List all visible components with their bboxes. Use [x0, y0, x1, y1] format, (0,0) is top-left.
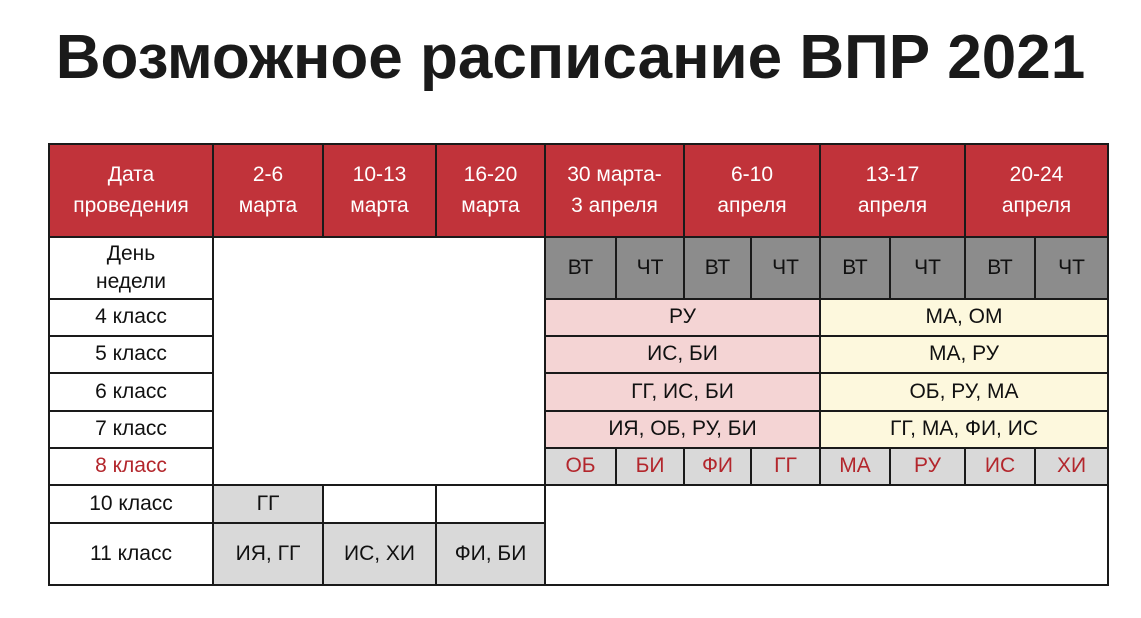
header-date-line-2: проведения: [73, 193, 189, 217]
first-half-subjects: РУ: [545, 299, 820, 336]
grade-label: 4 класс: [49, 299, 213, 336]
header-row: [49, 144, 1108, 237]
weekday-row: [49, 237, 1108, 299]
grade8-subject-cell: ИС: [965, 448, 1035, 485]
weekday-cell: ВТ: [965, 237, 1035, 299]
grade-label: 11 класс: [49, 523, 213, 585]
weekday-cell: ВТ: [545, 237, 616, 299]
weekday-cell: ЧТ: [1035, 237, 1108, 299]
grade-row: [49, 299, 1108, 336]
grade-row: [49, 373, 1108, 411]
header-period-7: [965, 144, 1108, 237]
empty-cell: [323, 485, 436, 523]
grade11-march-16-20: ФИ, БИ: [436, 523, 545, 585]
grade8-subject-cell: ГГ: [751, 448, 820, 485]
header-period-6: [820, 144, 965, 237]
period-4-line-2: 3 апреля: [571, 193, 658, 217]
grade-label: 8 класс: [49, 448, 213, 485]
grade-8-row: [49, 448, 1108, 485]
period-1-line-2: марта: [238, 193, 298, 217]
empty-cell: [436, 485, 545, 523]
period-5-line-2: апреля: [717, 193, 787, 217]
grade8-subject-cell: МА: [820, 448, 890, 485]
april-empty-area: [545, 485, 1035, 585]
second-half-subjects: ОБ, РУ, МА: [820, 373, 1108, 411]
weekday-cell: ЧТ: [890, 237, 965, 299]
period-5-line-1: 6-10: [730, 163, 774, 187]
grade8-subject-cell: БИ: [616, 448, 684, 485]
header-period-5: [684, 144, 820, 237]
weekday-cell: ЧТ: [616, 237, 684, 299]
period-4-line-1: 30 марта-: [567, 163, 662, 187]
second-half-subjects: МА, РУ: [820, 336, 1108, 373]
header-date-cell: [49, 144, 213, 237]
grade-label: 10 класс: [49, 485, 213, 523]
header-period-2: [323, 144, 436, 237]
weekday-cell: ВТ: [820, 237, 890, 299]
weekday-cell: ЧТ: [751, 237, 820, 299]
weekday-label-line-2: недели: [95, 270, 167, 293]
grade-label: 6 класс: [49, 373, 213, 411]
period-7-line-2: апреля: [1001, 193, 1072, 217]
march-empty-area: [213, 237, 545, 485]
grade11-march-2-6: ИЯ, ГГ: [213, 523, 323, 585]
weekday-cell: ВТ: [684, 237, 751, 299]
first-half-subjects: ИЯ, ОБ, РУ, БИ: [545, 411, 820, 448]
period-2-line-1: 10-13: [352, 163, 407, 187]
grade-label: 7 класс: [49, 411, 213, 448]
grade11-march-10-13: ИС, ХИ: [323, 523, 436, 585]
grade-row: [49, 411, 1108, 448]
header-date-line-1: Дата: [107, 163, 155, 187]
weekday-label-line-1: День: [106, 241, 156, 265]
grade8-subject-cell: РУ: [890, 448, 965, 485]
page-title: Возможное расписание ВПР 2021: [55, 23, 1086, 92]
period-3-line-2: марта: [461, 193, 520, 217]
period-7-line-1: 20-24: [1009, 163, 1064, 187]
grade-row: [49, 336, 1108, 373]
header-period-1: [213, 144, 323, 237]
period-2-line-2: марта: [350, 193, 409, 217]
grade-label: 5 класс: [49, 336, 213, 373]
grade8-subject-cell: ОБ: [545, 448, 616, 485]
grade8-subject-cell: ХИ: [1035, 448, 1108, 485]
schedule-table: [48, 143, 1109, 586]
grade-10-row: [49, 485, 1108, 523]
period-1-line-1: 2-6: [252, 163, 284, 187]
period-3-line-1: 16-20: [463, 163, 518, 187]
first-half-subjects: ИС, БИ: [545, 336, 820, 373]
weekday-label-cell: [49, 237, 213, 299]
second-half-subjects: ГГ, МА, ФИ, ИС: [820, 411, 1108, 448]
period-6-line-2: апреля: [857, 193, 928, 217]
second-half-subjects: МА, ОМ: [820, 299, 1108, 336]
header-period-4: [545, 144, 684, 237]
grade8-subject-cell: ФИ: [684, 448, 751, 485]
first-half-subjects: ГГ, ИС, БИ: [545, 373, 820, 411]
header-period-3: [436, 144, 545, 237]
grade10-march-2-6: ГГ: [213, 485, 323, 523]
empty-cell: [1035, 485, 1108, 585]
period-6-line-1: 13-17: [865, 163, 920, 187]
